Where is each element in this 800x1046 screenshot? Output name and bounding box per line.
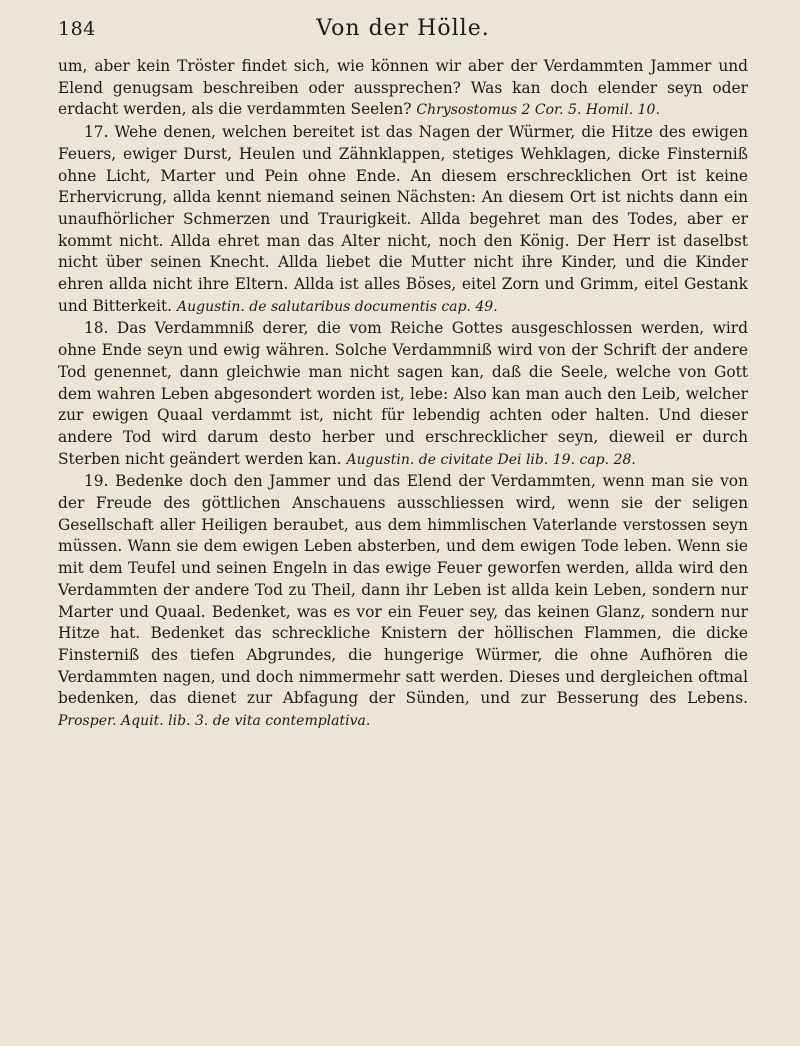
paragraph-text: Wehe denen, welchen bereitet ist das Nagen der Würmer, die Hitze des ewigen Feuers, ewiger Durst, Heulen und Zähnklappen, stetiges Wehklagen, dicke Finsterniß ohne Licht, Marter und Pein ohne Ende. An diesem erschrecklichen Ort ist keine Erhervicrung, allda kennt niemand seinen Nächsten: An diesem Ort ist nichts dann ein unaufhörlicher Schmerzen und Traurigkeit. Allda begehret man des Todes, aber er kommt nicht. Allda ehret man das Alter nicht, noch den König. Der Herr ist daselbst nicht über seinen Knecht. Allda liebet die Mutter nicht ihre Kinder, und die Kinder ehren allda nicht ihre Eltern. Allda ist alles Böses, eitel Zorn und Grimm, eitel Gestank und Bitterkeit.: [58, 123, 748, 315]
paragraph-number: 19.: [84, 472, 109, 491]
page-number: 184: [58, 18, 96, 40]
paragraph-number: 17.: [84, 123, 109, 142]
paragraph-text: um, aber kein Tröster findet sich, wie können wir aber der Verdammten Jammer und Elend genugsam beschreiben oder aussprechen? Was kan doch elender seyn oder erdacht werden, als die verdammten Seelen?: [58, 57, 748, 119]
citation: Augustin. de civitate Dei lib. 19. cap. 28.: [346, 451, 636, 468]
paragraph-text: Bedenke doch den Jammer und das Elend der Verdammten, wenn man sie von der Freude des göttlichen Anschauens ausschliessen wird, wenn sie der seligen Gesellschaft aller Heiligen beraubet, aus dem himmlischen Vaterlande verstossen seyn müssen. Wann sie dem ewigen Leben absterben, und dem ewigen Tode leben. Wenn sie mit dem Teufel und seinen Engeln in das ewige Feuer geworfen werden, allda wird den Verdammten der andere Tod zu Theil, dann ihr Leben ist allda kein Leben, sondern nur Marter und Quaal. Bedenket, was es vor ein Feuer sey, das keinen Glanz, sondern nur Hitze hat. Bedenket das schreckliche Knistern der höllischen Flammen, die dicke Finsterniß des tiefen Abgrundes, die hungerige Würmer, die ohne Aufhören die Verdammten nagen, und doch nimmermehr satt werden. Dieses und dergleichen oftmal bedenken, das dienet zur Abfagung der Sünden, und zur Besserung des Lebens.: [58, 472, 748, 708]
body-text: [58, 56, 748, 733]
paragraph-text: Das Verdammniß derer, die vom Reiche Gottes ausgeschlossen werden, wird ohne Ende seyn und ewig währen. Solche Verdammniß wird von der Schrift der andere Tod genennet, dann gleichwie man nicht sagen kan, daß die Seele, welche von Gott dem wahren Leben abgesondert worden ist, lebe: Also kan man auch den Leib, welcher zur ewigen Quaal verdammt ist, nicht für lebendig achten oder halten. Und dieser andere Tod wird darum desto herber und erschrecklicher seyn, dieweil er durch Sterben nicht geändert werden kan.: [58, 319, 748, 468]
running-head: Von der Hölle.: [316, 16, 490, 41]
paragraph-number: 18.: [84, 319, 109, 338]
paragraph-19: [58, 471, 748, 732]
paragraph-18: [58, 318, 748, 471]
citation: Chrysostomus 2 Cor. 5. Homil. 10.: [416, 102, 660, 119]
paragraph-continuation: [58, 56, 748, 122]
citation: Augustin. de salutaribus documentis cap. 49.: [176, 298, 498, 315]
page-header: [58, 10, 748, 56]
paragraph-17: [58, 122, 748, 318]
citation: Prosper. Aquit. lib. 3. de vita contemplativa.: [58, 713, 371, 730]
